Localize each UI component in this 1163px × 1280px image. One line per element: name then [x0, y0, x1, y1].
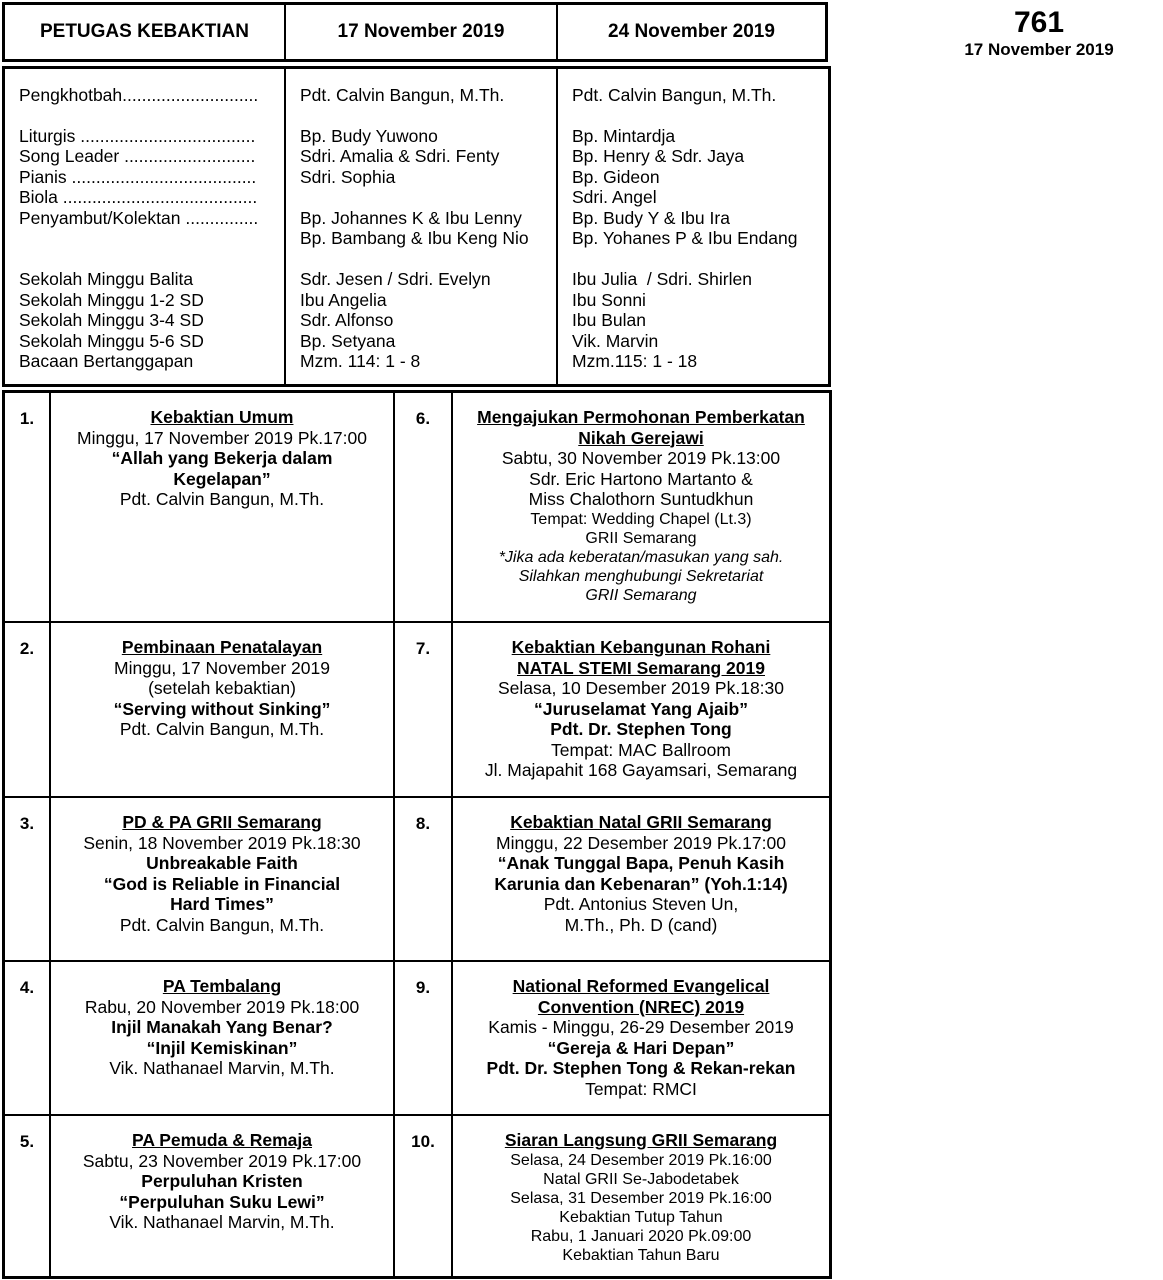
roster-label: Sekolah Minggu Balita	[19, 269, 194, 289]
event-schedule: Selasa, 31 Desember 2019 Pk.16:00	[510, 1189, 772, 1207]
roster-value: Bp. Henry & Sdr. Jaya	[572, 146, 745, 166]
event-venue: Tempat: Wedding Chapel (Lt.3)	[530, 510, 752, 528]
event-theme: Karunia dan Kebenaran” (Yoh.1:14)	[494, 873, 788, 894]
roster-value: Vik. Marvin	[572, 330, 659, 351]
event-8	[453, 798, 829, 960]
roster-value: Bp. Budy Y & Ibu Ira	[572, 207, 730, 228]
event-title: PA Pemuda & Remaja	[132, 1130, 312, 1150]
event-number: 5.	[5, 1116, 51, 1276]
event-title: Kebaktian Kebangunan Rohani	[511, 637, 771, 657]
event-number: 9.	[395, 962, 453, 1114]
roster-label: Song Leader ...........................	[19, 146, 256, 166]
event-schedule: Sabtu, 30 November 2019 Pk.13:00	[501, 448, 781, 468]
event-detail: Kebaktian Tutup Tahun	[559, 1208, 723, 1226]
roster-value: Sdr. Alfonso	[300, 310, 394, 330]
event-title: Siaran Langsung GRII Semarang	[504, 1130, 778, 1150]
roster-value: Mzm.115: 1 - 18	[572, 351, 698, 371]
event-theme: Hard Times”	[170, 894, 274, 914]
events-row	[5, 621, 829, 796]
events-table	[2, 390, 832, 1279]
event-number: 1.	[5, 393, 51, 621]
event-detail: Kebaktian Tahun Baru	[562, 1246, 720, 1264]
event-venue: Tempat: MAC Ballroom	[551, 739, 731, 760]
roster-label: Pianis ......................................	[19, 166, 257, 187]
roster-value: Sdri. Angel	[572, 187, 657, 207]
roster-nov17	[286, 69, 558, 384]
event-title: NATAL STEMI Semarang 2019	[517, 657, 765, 678]
roster-label: Penyambut/Kolektan ...............	[19, 207, 259, 228]
event-speaker: M.Th., Ph. D (cand)	[564, 914, 718, 935]
event-theme: “Serving without Sinking”	[113, 698, 331, 719]
event-schedule: Rabu, 1 Januari 2020 Pk.09:00	[530, 1227, 752, 1245]
roster-header	[2, 2, 828, 62]
roster-value: Bp. Yohanes P & Ibu Endang	[572, 228, 798, 248]
roster-label: Biola ........................................	[19, 187, 258, 207]
event-detail: Sdr. Eric Hartono Martanto &	[529, 468, 753, 489]
event-venue: Tempat: RMCI	[585, 1078, 697, 1099]
event-title: Pembinaan Penatalayan	[121, 637, 323, 657]
events-row	[5, 960, 829, 1114]
event-theme: “Injil Kemiskinan”	[146, 1037, 298, 1058]
roster-value: Pdt. Calvin Bangun, M.Th.	[300, 85, 505, 105]
event-schedule: Minggu, 17 November 2019	[114, 657, 330, 678]
event-theme: “Perpuluhan Suku Lewi”	[119, 1191, 325, 1212]
roster-value	[300, 187, 556, 208]
roster-value: Sdr. Jesen / Sdri. Evelyn	[300, 269, 491, 289]
event-theme: “Anak Tunggal Bapa, Penuh Kasih	[497, 853, 785, 873]
roster-value: Pdt. Calvin Bangun, M.Th.	[572, 85, 777, 105]
event-venue: GRII Semarang	[585, 529, 697, 547]
event-title: Mengajukan Permohonan Pemberkatan	[477, 407, 805, 427]
roster-value: Sdri. Amalia & Sdri. Fenty	[300, 146, 500, 166]
roster-nov24	[558, 69, 828, 384]
event-title: Nikah Gerejawi	[578, 427, 704, 448]
event-speaker: Vik. Nathanael Marvin, M.Th.	[109, 1212, 335, 1232]
event-theme: Perpuluhan Kristen	[141, 1171, 303, 1191]
roster-value: Sdri. Sophia	[300, 166, 396, 187]
event-theme: Kegelapan”	[173, 468, 271, 489]
roster-label: Sekolah Minggu 5-6 SD	[19, 330, 204, 351]
event-2	[51, 623, 395, 796]
event-4	[51, 962, 395, 1114]
event-schedule: Selasa, 24 Desember 2019 Pk.16:00	[510, 1151, 772, 1169]
event-detail: Natal GRII Se-Jabodetabek	[543, 1170, 739, 1188]
event-title: National Reformed Evangelical	[512, 976, 770, 996]
roster-value: Bp. Johannes K & Ibu Lenny	[300, 207, 522, 228]
event-number: 2.	[5, 623, 51, 796]
roster-label: Liturgis ....................................	[19, 125, 256, 146]
event-theme: “Gereja & Hari Depan”	[547, 1037, 735, 1058]
roster-value: Ibu Julia / Sdri. Shirlen	[572, 269, 752, 289]
roster-value: Mzm. 114: 1 - 8	[300, 351, 421, 371]
event-schedule: Minggu, 17 November 2019 Pk.17:00	[77, 427, 367, 448]
event-speaker: Pdt. Dr. Stephen Tong & Rekan-rekan	[486, 1058, 796, 1078]
roster-label: Sekolah Minggu 3-4 SD	[19, 310, 204, 330]
event-theme: Injil Manakah Yang Benar?	[111, 1017, 333, 1037]
event-detail: (setelah kebaktian)	[148, 678, 296, 698]
roster-value: Ibu Sonni	[572, 289, 646, 310]
event-speaker: Pdt. Calvin Bangun, M.Th.	[119, 719, 325, 739]
event-6	[453, 393, 829, 621]
roster-labels	[5, 69, 286, 384]
event-schedule: Sabtu, 23 November 2019 Pk.17:00	[82, 1150, 362, 1171]
page-number-block	[939, 6, 1139, 60]
roster-label: Bacaan Bertanggapan	[19, 351, 194, 371]
event-number: 3.	[5, 798, 51, 960]
event-theme: “Juruselamat Yang Ajaib”	[534, 698, 748, 719]
event-number: 10.	[395, 1116, 453, 1276]
roster-value: Ibu Bulan	[572, 310, 646, 330]
roster-table	[2, 66, 831, 387]
event-schedule: Kamis - Minggu, 26-29 Desember 2019	[488, 1017, 794, 1037]
event-speaker: Pdt. Calvin Bangun, M.Th.	[119, 489, 325, 509]
event-title: PD & PA GRII Semarang	[122, 812, 322, 832]
event-7	[453, 623, 829, 796]
event-note: *Jika ada keberatan/masukan yang sah.	[498, 548, 784, 566]
page-number: 761	[1013, 6, 1065, 39]
event-number: 7.	[395, 623, 453, 796]
event-note: GRII Semarang	[585, 586, 697, 604]
roster-label: Pengkhotbah............................	[19, 85, 259, 105]
roster-value: Bp. Budy Yuwono	[300, 125, 438, 146]
event-detail: Miss Chalothorn Suntudkhun	[528, 489, 754, 509]
roster-value: Bp. Setyana	[300, 330, 396, 351]
event-number: 4.	[5, 962, 51, 1114]
event-title: Kebaktian Natal GRII Semarang	[510, 812, 772, 832]
event-schedule: Senin, 18 November 2019 Pk.18:30	[83, 832, 361, 853]
page-date: 17 November 2019	[964, 40, 1114, 59]
event-note: Silahkan menghubungi Sekretariat	[518, 567, 764, 585]
roster-value: Bp. Bambang & Ibu Keng Nio	[300, 228, 529, 248]
header-petugas: PETUGAS KEBAKTIAN	[5, 5, 286, 59]
event-10	[453, 1116, 829, 1276]
event-title: PA Tembalang	[162, 976, 282, 996]
event-number: 8.	[395, 798, 453, 960]
event-title: Kebaktian Umum	[150, 407, 294, 427]
event-9	[453, 962, 829, 1114]
event-speaker: Vik. Nathanael Marvin, M.Th.	[109, 1058, 335, 1078]
event-schedule: Minggu, 22 Desember 2019 Pk.17:00	[496, 832, 786, 853]
roster-value: Bp. Mintardja	[572, 125, 676, 146]
event-address: Jl. Majapahit 168 Gayamsari, Semarang	[484, 760, 798, 780]
event-theme: “Allah yang Bekerja dalam	[111, 448, 333, 468]
event-schedule: Selasa, 10 Desember 2019 Pk.18:30	[497, 678, 784, 698]
events-row	[5, 393, 829, 621]
event-number: 6.	[395, 393, 453, 621]
header-date-1: 17 November 2019	[286, 5, 558, 59]
event-5	[51, 1116, 395, 1276]
event-title: Convention (NREC) 2019	[537, 996, 745, 1017]
event-speaker: Pdt. Antonius Steven Un,	[543, 894, 739, 914]
events-row	[5, 796, 829, 960]
event-schedule: Rabu, 20 November 2019 Pk.18:00	[84, 996, 360, 1017]
events-row	[5, 1114, 829, 1276]
event-theme: “God is Reliable in Financial	[103, 873, 341, 894]
event-1	[51, 393, 395, 621]
event-speaker: Pdt. Dr. Stephen Tong	[550, 719, 732, 739]
event-3	[51, 798, 395, 960]
roster-label: Sekolah Minggu 1-2 SD	[19, 289, 204, 310]
event-theme: Unbreakable Faith	[146, 853, 298, 873]
roster-value: Bp. Gideon	[572, 166, 660, 187]
header-date-2: 24 November 2019	[608, 21, 775, 42]
roster-value: Ibu Angelia	[300, 289, 387, 310]
event-speaker: Pdt. Calvin Bangun, M.Th.	[119, 914, 325, 935]
